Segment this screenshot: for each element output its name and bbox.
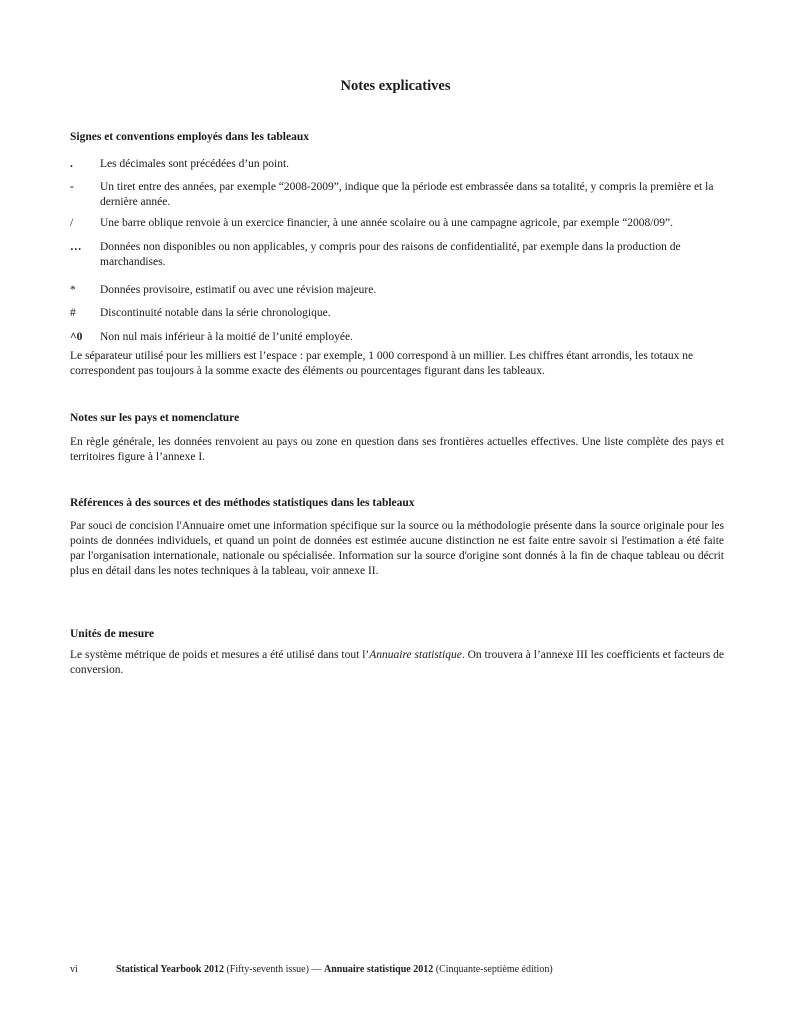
footer-title-en: Statistical Yearbook 2012 (116, 964, 224, 975)
symbol-description: Les décimales sont précédées d’un point. (100, 158, 290, 170)
symbol-description: Non nul mais inférieur à la moitié de l’unité employée. (100, 331, 353, 343)
symbol: ^0 (70, 331, 83, 343)
symbol: * (70, 284, 76, 296)
symbol-row (70, 180, 730, 210)
footer-title-fr: Annuaire statistique 2012 (323, 964, 434, 975)
symbol-row (70, 306, 730, 321)
symbol: / (70, 217, 74, 229)
section-heading-references: Références à des sources et des méthodes statistiques dans les tableaux (70, 497, 415, 509)
symbol: . (70, 158, 73, 170)
symbol-description: Une barre oblique renvoie à un exercice financier, à une année scolaire ou à une campagne agricole, par exemple “2008/09”. (100, 217, 673, 229)
symbol: # (70, 307, 76, 319)
section-heading-countries: Notes sur les pays et nomenclature (70, 412, 240, 424)
symbol: … (70, 241, 82, 253)
page-number: vi (70, 964, 78, 975)
symbol-description: Un tiret entre des années, par exemple “2008-2009”, indique que la période est embrassée dans sa totalité, y compris la première et la dernière année. (100, 181, 714, 208)
symbol-description: Données provisoire, estimatif ou avec une révision majeure. (100, 284, 377, 296)
units-text-italic: Annuaire statistique (369, 649, 462, 661)
section-heading-units: Unités de mesure (70, 628, 155, 640)
symbol-description: Données non disponibles ou non applicables, y compris pour des raisons de confidentialité, par exemple dans la production de marchandises. (100, 241, 681, 268)
symbol-row (70, 283, 730, 298)
footer-issue-en: (Fifty-seventh issue) — (223, 964, 324, 975)
countries-paragraph: En règle générale, les données renvoient au pays ou zone en question dans ses frontières actuelles effectives. Une liste complète des pays et territoires figure à l’annexe I. (70, 436, 724, 463)
thousands-separator-paragraph: Le séparateur utilisé pour les milliers est l’espace : par exemple, 1 000 correspond à un millier. Les chiffres étant arrondis, les totaux ne correspondent pas toujours à la somme exacte des éléments ou pourcentages figurant dans les tableaux. (70, 350, 694, 377)
units-text-before: Le système métrique de poids et mesures a été utilisé dans tout l’ (70, 649, 370, 661)
page-title: Notes explicatives (340, 78, 451, 94)
section-heading-signs: Signes et conventions employés dans les tableaux (70, 131, 309, 143)
symbol-description: Discontinuité notable dans la série chronologique. (100, 307, 331, 319)
symbol-row (70, 330, 730, 345)
symbol-row (70, 240, 730, 270)
units-paragraph (70, 648, 724, 678)
footer-issue-fr: (Cinquante-septième édition) (433, 964, 553, 975)
units-text-after: . On trouvera à l’annexe III les coefficients et facteurs de conversion. (70, 649, 725, 676)
symbol: - (70, 181, 74, 193)
references-paragraph: Par souci de concision l'Annuaire omet une information spécifique sur la source ou la méthodologie présente dans la source originale pour les points de données individuels, et quand un point de données est estimée aucune distinction ne est faite entre savoir si l'estimation a été faite par l'organisation internationale, nationale ou spécialisée. Information sur la source d'origine sont donnés à la fin de chaque tableau ou décrit plus en détail dans les notes techniques à la tableau, voir annexe II. (70, 520, 724, 577)
symbol-row (70, 157, 730, 172)
page-footer (70, 964, 730, 975)
symbol-row (70, 216, 730, 231)
